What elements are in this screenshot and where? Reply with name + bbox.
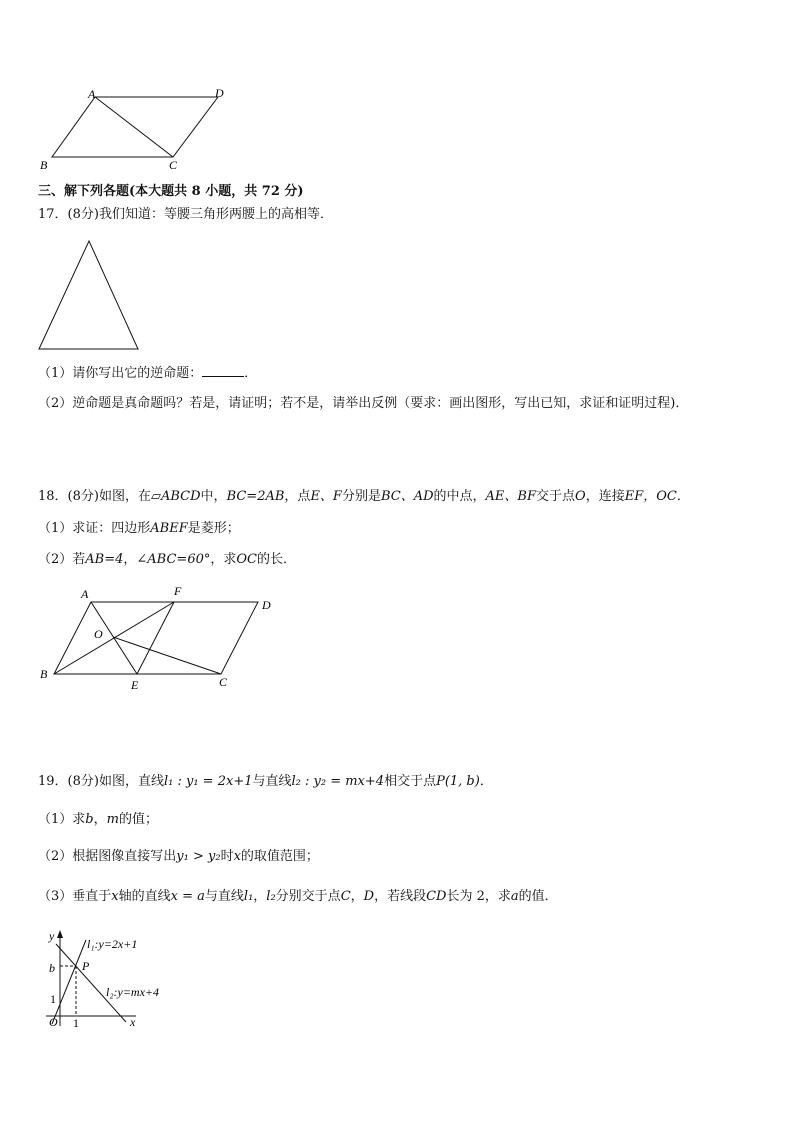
figure-isosceles-triangle bbox=[34, 236, 144, 354]
q17-stem-line bbox=[38, 206, 333, 224]
q19-l1: l₁ : y₁ = 2x+1 bbox=[163, 774, 253, 789]
q18-part2-g: 的长． bbox=[257, 552, 297, 567]
label-b: b bbox=[49, 961, 55, 975]
label-d: D bbox=[262, 598, 271, 612]
answer-blank[interactable] bbox=[202, 364, 244, 377]
q19-part3 bbox=[38, 888, 558, 906]
q18-part1-c: 是菱形； bbox=[187, 521, 240, 536]
q19-stem-a: 如图，直线 bbox=[98, 774, 164, 789]
q19-stem-d: ． bbox=[479, 774, 493, 789]
q18-stem-i: 的中点， bbox=[433, 489, 486, 504]
q19-x-eq-a: x = a bbox=[170, 889, 205, 904]
label-c: C bbox=[219, 675, 228, 689]
q18-stem-k: 交于点 bbox=[536, 489, 576, 504]
q19-ineq: y₁ > y₂ bbox=[176, 849, 221, 864]
q18-ef: E、F bbox=[310, 489, 342, 504]
q19-l2: l₂ : y₂ = mx+4 bbox=[291, 774, 385, 789]
q18-abcd: ABCD bbox=[160, 489, 201, 504]
q19-part3-i: 分别交于点 bbox=[275, 889, 341, 904]
q18-stem-line bbox=[38, 488, 690, 506]
q19-part3-d-pt: D bbox=[363, 889, 375, 904]
q19-part3-k: ， bbox=[350, 889, 364, 904]
figure-q18-parallelogram bbox=[36, 582, 286, 694]
q19-part3-o: 长为 2，求 bbox=[446, 889, 511, 904]
q18-part2-c: ，∠ bbox=[123, 552, 148, 567]
q18-abef: ABEF bbox=[150, 521, 188, 536]
q18-part2-e: ，求 bbox=[210, 552, 237, 567]
label-one-y: 1 bbox=[50, 992, 56, 1006]
q18-stem-e: ，点 bbox=[284, 489, 311, 504]
triangle-outline bbox=[39, 241, 138, 349]
q17-part2: （2）逆命题是真命题吗？若是，请证明；若不是，请举出反例（要求：画出图形，写出已知，求证和证明过程)． bbox=[38, 396, 689, 411]
label-a: A bbox=[88, 87, 96, 101]
q17-part1-end: ． bbox=[244, 366, 258, 381]
q19-part2 bbox=[38, 848, 319, 866]
label-e: E bbox=[131, 678, 139, 692]
parallelogram-symbol: ▱ bbox=[150, 489, 161, 504]
q17-number: 17．(8分) bbox=[38, 207, 99, 222]
label-a: A bbox=[81, 587, 89, 601]
q19-part1-e: 的值； bbox=[118, 812, 158, 827]
label-l1: l₁:y=2x+1 bbox=[87, 937, 138, 951]
q18-o: O bbox=[575, 489, 586, 504]
q18-part2 bbox=[38, 551, 296, 569]
q19-point: P(1, b) bbox=[436, 774, 480, 789]
label-o: O bbox=[94, 627, 103, 641]
q18-stem-m: ，连接 bbox=[585, 489, 625, 504]
q19-part3-cd: CD bbox=[426, 889, 447, 904]
q19-part3-x: x bbox=[111, 889, 119, 904]
q17-stem: 我们知道：等腰三角形两腰上的高相等． bbox=[98, 207, 333, 222]
q18-stem-o: ． bbox=[676, 489, 690, 504]
q18-ab4: AB=4 bbox=[85, 552, 124, 567]
label-b: B bbox=[40, 158, 48, 172]
q18-angle: ABC=60° bbox=[147, 552, 211, 567]
q19-stem-b: 与直线 bbox=[252, 774, 292, 789]
label-f: F bbox=[174, 584, 182, 598]
q19-part3-q: 的值． bbox=[518, 889, 558, 904]
label-p: P bbox=[82, 959, 90, 973]
label-o: O bbox=[49, 1015, 58, 1029]
q19-part1-c: ， bbox=[93, 812, 107, 827]
q18-part1 bbox=[38, 520, 240, 538]
label-x: x bbox=[130, 1015, 136, 1029]
q19-part1 bbox=[38, 811, 158, 829]
q19-part3-a-var: a bbox=[510, 889, 519, 904]
q18-ef-oc: EF，OC bbox=[624, 489, 677, 504]
q17-part1-text: （1）请你写出它的逆命题： bbox=[38, 366, 203, 381]
y-axis-arrow bbox=[57, 930, 63, 938]
q18-oc: OC bbox=[236, 552, 257, 567]
q19-part3-e: 与直线 bbox=[204, 889, 244, 904]
q17-part1 bbox=[38, 364, 257, 383]
parallelogram-outline bbox=[52, 97, 218, 157]
q19-x: x bbox=[233, 849, 241, 864]
label-b: B bbox=[40, 667, 48, 681]
label-c: C bbox=[169, 158, 178, 172]
figure-q19-graph bbox=[40, 926, 200, 1032]
q18-stem-a: 如图，在 bbox=[98, 489, 151, 504]
label-d: D bbox=[215, 86, 224, 100]
q19-part3-l2: l₂ bbox=[266, 889, 276, 904]
q19-stem-line bbox=[38, 773, 493, 791]
q19-part3-c-pt: C bbox=[340, 889, 351, 904]
figure-parallelogram-abcd bbox=[30, 82, 240, 174]
q19-part1-a: （1）求 bbox=[38, 812, 86, 827]
q19-part3-c: 轴的直线 bbox=[118, 889, 171, 904]
segment-oc bbox=[113, 637, 221, 674]
q19-part2-c: 时 bbox=[220, 849, 234, 864]
q19-part3-a: （3）垂直于 bbox=[38, 889, 112, 904]
diagonal-ac bbox=[95, 97, 173, 157]
q19-number: 19．(8分) bbox=[38, 774, 99, 789]
q19-m: m bbox=[106, 812, 119, 827]
q18-bc-ad: BC、AD bbox=[380, 489, 434, 504]
q18-stem-c: 中， bbox=[200, 489, 227, 504]
q18-bc-2ab: BC=2AB bbox=[226, 489, 285, 504]
q19-b: b bbox=[85, 812, 94, 827]
label-l2: l₂:y=mx+4 bbox=[106, 985, 160, 999]
label-y: y bbox=[49, 929, 55, 943]
q18-ae-bf: AE、BF bbox=[485, 489, 536, 504]
q19-part2-a: （2）根据图像直接写出 bbox=[38, 849, 177, 864]
q19-part3-g: ， bbox=[253, 889, 267, 904]
q19-stem-c: 相交于点 bbox=[384, 774, 437, 789]
section-heading: 三、解下列各题(本大题共 8 小题，共 72 分) bbox=[38, 184, 304, 199]
q18-stem-g: 分别是 bbox=[341, 489, 381, 504]
q18-part2-a: （2）若 bbox=[38, 552, 86, 567]
q19-part3-l1: l₁ bbox=[243, 889, 254, 904]
q19-part2-e: 的取值范围； bbox=[240, 849, 319, 864]
line-l1 bbox=[52, 940, 86, 1024]
q19-part3-m: ，若线段 bbox=[374, 889, 427, 904]
label-one-x: 1 bbox=[73, 1016, 79, 1030]
q18-part1-a: （1）求证：四边形 bbox=[38, 521, 151, 536]
q18-number: 18．(8分) bbox=[38, 489, 99, 504]
line-l2 bbox=[56, 944, 126, 1022]
